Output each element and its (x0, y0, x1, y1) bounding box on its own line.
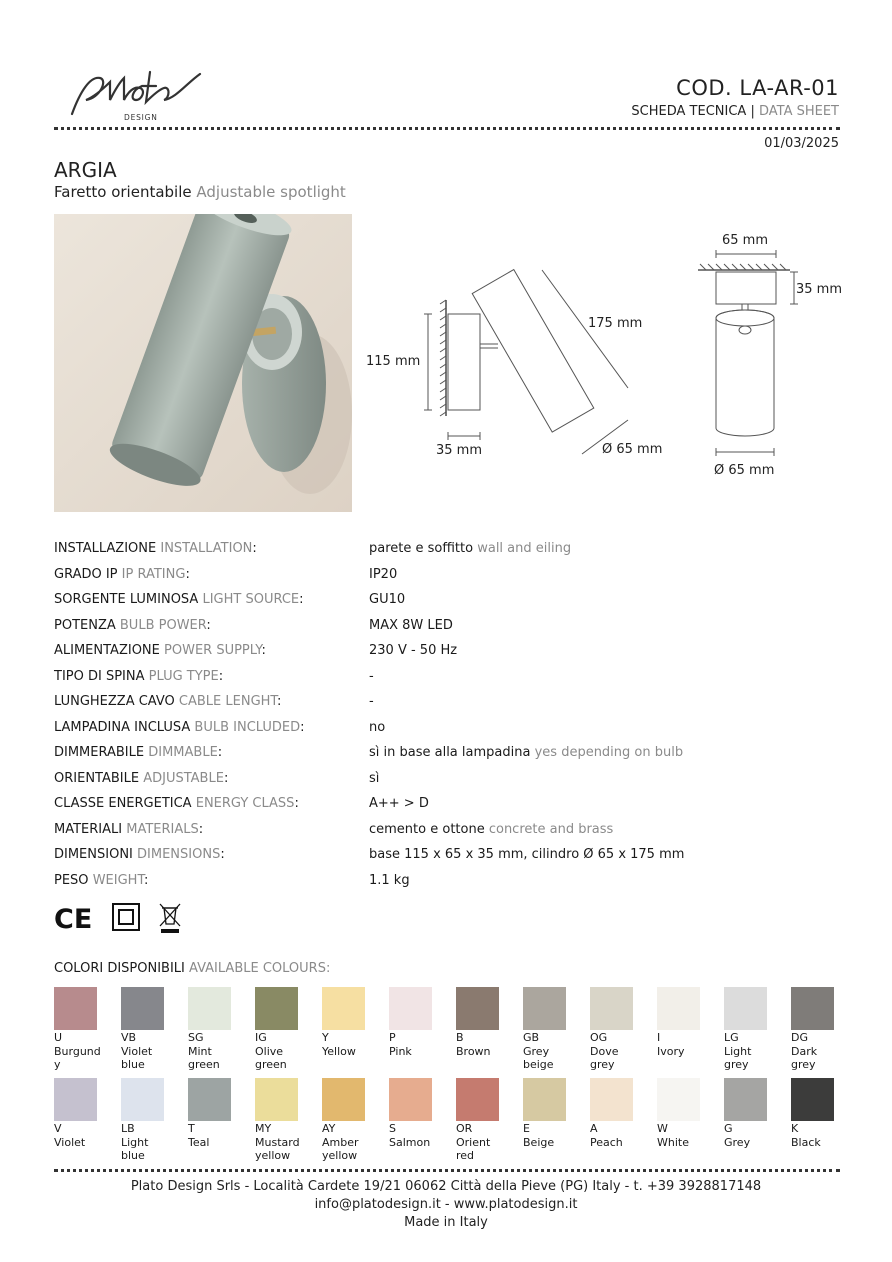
colour-code: S (389, 1122, 396, 1135)
colour-code: LG (724, 1031, 739, 1044)
colour-label (590, 1122, 650, 1149)
spec-value (369, 566, 397, 584)
colour-swatch (322, 987, 382, 1058)
spec-key: CLASSE ENERGETICA ENERGY CLASS: (54, 796, 299, 811)
colour-code: W (657, 1122, 668, 1135)
spec-value (369, 744, 683, 762)
colour-label (121, 1031, 181, 1072)
colour-chip (389, 1078, 432, 1121)
spec-value (369, 668, 374, 686)
spec-row (54, 668, 840, 694)
subtitle-it: Faretto orientabile (54, 183, 192, 201)
colour-code: U (54, 1031, 63, 1044)
colour-label (322, 1122, 382, 1163)
sheet-label-sep: | (746, 104, 759, 119)
colour-chip (255, 987, 298, 1030)
colour-chip (523, 1078, 566, 1121)
spec-row (54, 846, 840, 872)
spec-row (54, 591, 840, 617)
product-photo (54, 214, 352, 512)
front-view-drawing (690, 226, 850, 486)
colour-name: Beige (523, 1135, 555, 1149)
spec-value-it: no (369, 719, 386, 735)
colour-name: Amber yellow (322, 1135, 359, 1162)
colour-swatch (54, 987, 114, 1072)
colour-name: Brown (456, 1044, 491, 1058)
colour-label (54, 1122, 114, 1149)
colour-swatch (389, 1078, 449, 1149)
spec-value-it: - (369, 694, 374, 709)
colour-swatch (389, 987, 449, 1058)
spec-key-it: SORGENTE LUMINOSA (54, 592, 199, 607)
spec-value (369, 821, 613, 839)
colour-code: I (657, 1031, 661, 1044)
spec-value-it: MAX 8W LED (369, 617, 453, 633)
spec-key: TIPO DI SPINA PLUG TYPE: (54, 668, 224, 684)
colour-label (456, 1031, 516, 1058)
footer (0, 1178, 892, 1232)
colour-swatch (255, 987, 315, 1072)
footer-contacts[interactable]: info@platodesign.it - www.platodesign.it (314, 1197, 578, 1212)
colours-title-it: COLORI DISPONIBILI (54, 961, 185, 976)
spec-key-en: CABLE LENGHT (178, 694, 277, 709)
spec-key-en: ENERGY CLASS (195, 796, 295, 811)
colour-name: Grey beige (523, 1044, 554, 1071)
colour-label (54, 1031, 114, 1072)
spec-row (54, 566, 840, 592)
spec-row (54, 719, 840, 745)
colour-name: Black (791, 1135, 821, 1149)
dim-depth-top: 35 mm (796, 282, 843, 297)
spec-value (369, 693, 374, 711)
colour-code: LB (121, 1122, 135, 1135)
spec-value-it: parete e soffitto (369, 541, 474, 556)
colour-chip (54, 1078, 97, 1121)
spec-key: LAMPADINA INCLUSA BULB INCLUDED: (54, 719, 305, 735)
spec-value (369, 795, 429, 813)
colour-name: Yellow (322, 1044, 356, 1058)
colour-code: SG (188, 1031, 204, 1044)
colour-chip (322, 1078, 365, 1121)
spec-key: DIMMERABILE DIMMABLE: (54, 745, 223, 760)
colour-chip (791, 987, 834, 1030)
spec-key-it: LAMPADINA INCLUSA (54, 719, 191, 735)
colour-label (255, 1031, 315, 1072)
spec-value-en: wall and eiling (477, 541, 572, 556)
colour-swatch (456, 987, 516, 1058)
spec-row (54, 540, 840, 566)
colour-chip (188, 1078, 231, 1121)
footer-made-in: Made in Italy (404, 1215, 488, 1230)
spec-value-en: yes depending on bulb (534, 745, 684, 760)
colour-swatch (590, 1078, 650, 1149)
spec-key: LUNGHEZZA CAVO CABLE LENGHT: (54, 694, 282, 709)
colour-code: MY (255, 1122, 272, 1135)
spec-value-it: - (369, 668, 374, 684)
ce-mark: CE (54, 904, 93, 934)
spec-key-it: ALIMENTAZIONE (54, 643, 160, 658)
colour-swatch (590, 987, 650, 1072)
product-code: COD. LA-AR-01 (676, 76, 839, 100)
colour-swatch (724, 987, 784, 1072)
colour-name: Mustard yellow (255, 1135, 300, 1162)
colours-title-en: AVAILABLE COLOURS: (189, 961, 331, 976)
colour-chip (724, 1078, 767, 1121)
dim-diameter: Ø 65 mm (602, 442, 663, 457)
spec-key-en: MATERIALS (126, 821, 199, 837)
colour-swatch (54, 1078, 114, 1149)
colour-label (791, 1031, 851, 1072)
sheet-label (631, 104, 839, 119)
spec-key-en: DIMMABLE (148, 745, 218, 760)
spec-row (54, 642, 840, 668)
colour-name: Grey (724, 1135, 751, 1149)
spec-key-it: DIMENSIONI (54, 847, 133, 862)
colour-code: E (523, 1122, 530, 1135)
footer-divider (54, 1169, 840, 1172)
colour-swatch (322, 1078, 382, 1163)
colour-name: Violet (54, 1135, 86, 1149)
colour-code: VB (121, 1031, 137, 1044)
weee-bin-icon (160, 904, 180, 933)
spec-key-en: BULB INCLUDED (194, 719, 301, 735)
colour-name: Pink (389, 1044, 412, 1058)
colour-code: K (791, 1122, 799, 1135)
colour-name: Orient red (456, 1135, 491, 1162)
spec-key-it: LUNGHEZZA CAVO (54, 694, 175, 709)
side-view-drawing (362, 258, 682, 468)
colour-label (188, 1122, 248, 1149)
colour-name: Teal (188, 1135, 210, 1149)
colour-name: Violet blue (121, 1044, 153, 1071)
colour-name: Dove grey (590, 1044, 619, 1071)
colour-name: Olive green (255, 1044, 287, 1071)
colour-name: White (657, 1135, 689, 1149)
colour-chip (791, 1078, 834, 1121)
colour-swatch (188, 987, 248, 1072)
spec-table (54, 540, 840, 897)
spec-value-it: base 115 x 65 x 35 mm, cilindro Ø 65 x 175 mm (369, 847, 685, 862)
subtitle-en: Adjustable spotlight (196, 183, 346, 201)
spec-key-en: BULB POWER (119, 617, 207, 633)
sheet-date: 01/03/2025 (764, 136, 839, 151)
colour-name: Light blue (121, 1135, 149, 1162)
spec-key-en: POWER SUPPLY (164, 643, 262, 658)
spec-key: ORIENTABILE ADJUSTABLE: (54, 770, 229, 786)
colour-code: T (188, 1122, 195, 1135)
spec-value (369, 540, 571, 558)
colour-chip (121, 987, 164, 1030)
spec-value (369, 872, 410, 890)
spec-key-en: ADJUSTABLE (143, 770, 224, 786)
spec-key: PESO WEIGHT: (54, 872, 149, 888)
spec-key: GRADO IP IP RATING: (54, 566, 190, 582)
spec-value (369, 770, 379, 788)
certification-icons (54, 902, 194, 934)
colour-swatch (523, 1078, 583, 1149)
colour-label (389, 1031, 449, 1058)
spec-key-it: CLASSE ENERGETICA (54, 796, 192, 811)
colour-label (255, 1122, 315, 1163)
colour-chip (322, 987, 365, 1030)
colour-code: P (389, 1031, 396, 1044)
colour-label (121, 1122, 181, 1163)
double-insulation-icon (113, 904, 139, 930)
colour-name: Ivory (657, 1044, 685, 1058)
spec-value (369, 591, 405, 609)
spec-value (369, 846, 684, 864)
brand-logo-sub: DESIGN (124, 113, 158, 122)
dim-diameter-front: Ø 65 mm (714, 463, 775, 478)
colour-name: Dark grey (791, 1044, 818, 1071)
spec-key-it: MATERIALI (54, 821, 123, 837)
spec-value-it: sì (369, 770, 380, 786)
spec-row (54, 744, 840, 770)
colour-swatch (121, 1078, 181, 1163)
colour-chip (188, 987, 231, 1030)
colour-swatch (657, 987, 717, 1058)
colour-code: OG (590, 1031, 608, 1044)
colour-swatch (724, 1078, 784, 1149)
colour-swatch (121, 987, 181, 1072)
colour-chip (255, 1078, 298, 1121)
header-divider (54, 127, 840, 130)
colour-chip (657, 987, 700, 1030)
colour-swatch (456, 1078, 516, 1163)
colour-label (456, 1122, 516, 1163)
colour-label (523, 1122, 583, 1149)
spec-key: MATERIALI MATERIALS: (54, 821, 204, 837)
colour-name: Light grey (724, 1044, 752, 1071)
spec-row (54, 693, 840, 719)
spec-key-en: PLUG TYPE (148, 668, 219, 684)
colour-code: OR (456, 1122, 473, 1135)
colour-label (322, 1031, 382, 1058)
colour-label (657, 1031, 717, 1058)
spec-key: SORGENTE LUMINOSA LIGHT SOURCE: (54, 592, 304, 607)
colour-swatch (255, 1078, 315, 1163)
spec-key: DIMENSIONI DIMENSIONS: (54, 847, 225, 862)
colour-code: DG (791, 1031, 808, 1044)
colour-chip (389, 987, 432, 1030)
colour-name: Peach (590, 1135, 623, 1149)
spec-row (54, 795, 840, 821)
colour-code: A (590, 1122, 598, 1135)
colour-code: GB (523, 1031, 540, 1044)
spec-key: INSTALLAZIONE INSTALLATION: (54, 541, 257, 556)
colour-chip (54, 987, 97, 1030)
spec-key-it: TIPO DI SPINA (54, 668, 145, 684)
colour-swatch (188, 1078, 248, 1149)
brand-logo (66, 62, 216, 124)
colour-code: AY (322, 1122, 336, 1135)
colours-title (54, 961, 330, 976)
dim-depth: 35 mm (436, 443, 483, 458)
colour-label (590, 1031, 650, 1072)
colour-swatch (657, 1078, 717, 1149)
spec-value (369, 719, 385, 737)
colour-code: Y (322, 1031, 329, 1044)
spec-value (369, 617, 453, 635)
spec-key-it: POTENZA (54, 617, 116, 633)
colour-label (724, 1122, 784, 1149)
colour-label (523, 1031, 583, 1072)
spec-value-en: concrete and brass (488, 821, 614, 837)
colour-swatch (791, 1078, 851, 1149)
spec-key-en: WEIGHT (92, 872, 144, 888)
spec-row (54, 770, 840, 796)
spec-value-it: cemento e ottone (369, 821, 485, 837)
spec-value-it: sì in base alla lampadina (369, 745, 531, 760)
colour-label (188, 1031, 248, 1072)
spec-key: POTENZA BULB POWER: (54, 617, 211, 633)
spec-value (369, 642, 457, 660)
colour-chip (657, 1078, 700, 1121)
colour-code: G (724, 1122, 733, 1135)
colour-label (389, 1122, 449, 1149)
dim-width-top: 65 mm (722, 233, 769, 248)
colour-label (724, 1031, 784, 1072)
spec-key-en: IP RATING (121, 566, 186, 582)
colour-name: Burgundy (54, 1044, 101, 1071)
footer-address: Plato Design Srls - Località Cardete 19/21 06062 Città della Pieve (PG) Italy - t. +39 3928817148 (130, 1179, 762, 1194)
spec-key-it: ORIENTABILE (54, 770, 140, 786)
colour-chip (121, 1078, 164, 1121)
spec-key-en: INSTALLATION (160, 541, 253, 556)
colour-chip (456, 1078, 499, 1121)
dim-height: 115 mm (366, 354, 421, 369)
colour-chip (724, 987, 767, 1030)
spec-row (54, 821, 840, 847)
product-subtitle (54, 183, 346, 201)
spec-row (54, 617, 840, 643)
colour-swatch (523, 987, 583, 1072)
colour-label (657, 1122, 717, 1149)
dim-length: 175 mm (588, 316, 643, 331)
spec-key-it: PESO (54, 872, 89, 888)
spec-value-it: IP20 (369, 566, 398, 582)
spec-key-en: DIMENSIONS (137, 847, 221, 862)
sheet-label-en: DATA SHEET (758, 104, 839, 119)
colour-name: Mint green (188, 1044, 220, 1071)
spec-value-it: 230 V - 50 Hz (369, 643, 458, 658)
colour-chip (590, 1078, 633, 1121)
colour-label (791, 1122, 851, 1149)
colour-code: V (54, 1122, 62, 1135)
spec-key-en: LIGHT SOURCE (202, 592, 300, 607)
spec-key-it: DIMMERABILE (54, 745, 145, 760)
colour-swatch (791, 987, 851, 1072)
colour-code: B (456, 1031, 464, 1044)
colour-chip (523, 987, 566, 1030)
sheet-label-it: SCHEDA TECNICA (631, 104, 747, 119)
spec-key-it: GRADO IP (54, 566, 118, 582)
spec-value-it: 1.1 kg (369, 872, 410, 888)
colour-chip (456, 987, 499, 1030)
spec-value-it: A++ > D (369, 796, 429, 811)
spec-value-it: GU10 (369, 592, 406, 607)
spec-key: ALIMENTAZIONE POWER SUPPLY: (54, 643, 266, 658)
colour-chip (590, 987, 633, 1030)
colour-name: Salmon (389, 1135, 431, 1149)
spec-row (54, 872, 840, 898)
product-name: ARGIA (54, 158, 117, 182)
spec-key-it: INSTALLAZIONE (54, 541, 157, 556)
colour-code: IG (255, 1031, 267, 1044)
